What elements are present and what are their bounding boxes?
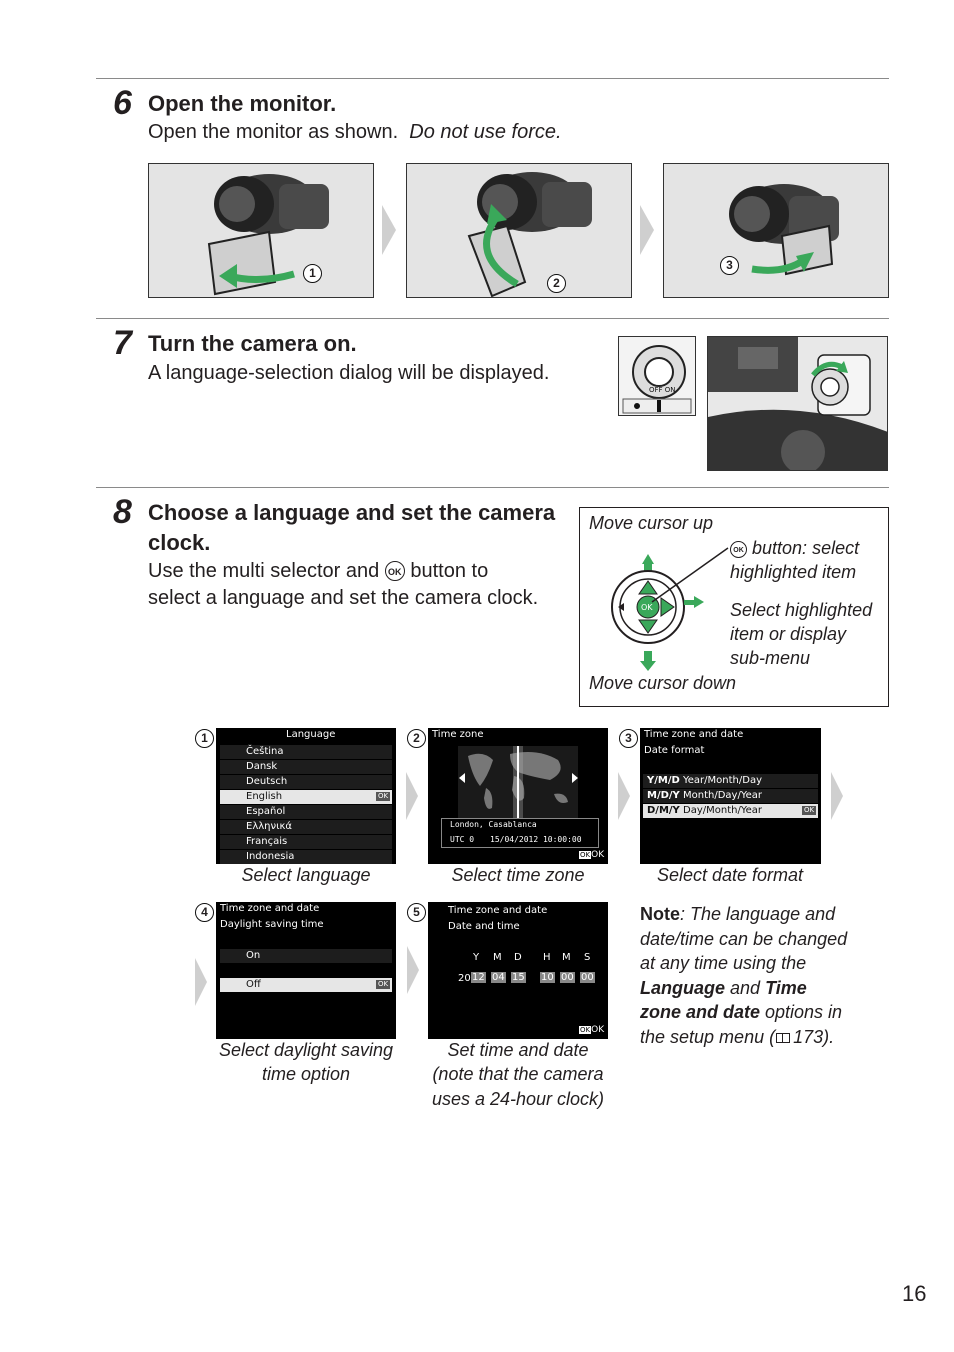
callout-2: 2 (547, 274, 566, 293)
screen1-title: Language (286, 729, 336, 740)
screen4-subtitle: Daylight saving time (220, 919, 324, 930)
screen-language (216, 728, 396, 864)
minute-field: 00 (561, 972, 574, 983)
camera-open-illustration-3 (664, 164, 889, 298)
arrow-right-icon (407, 946, 419, 994)
ok-button-icon: OK (385, 561, 405, 581)
move-cursor-up-label: Move cursor up (589, 513, 714, 533)
screen-date-time (428, 902, 608, 1039)
screen3-caption: Select date format (656, 865, 804, 885)
language-item: Ελληνικά (220, 820, 392, 834)
screen4-caption-1: Select daylight saving (218, 1040, 394, 1060)
screen5-subtitle: Date and time (448, 921, 520, 932)
screen-date-format (640, 728, 821, 864)
col-label-min: M (562, 952, 571, 963)
camera-open-illustration-1 (149, 164, 374, 298)
screen2-caption: Select time zone (451, 865, 585, 885)
screen1-number: 1 (195, 729, 214, 748)
date-format-option: Y/M/D Year/Month/Day (643, 774, 818, 788)
screen-daylight-saving (216, 902, 396, 1039)
step7-number: 7 (113, 324, 132, 362)
arrow-right-icon (831, 772, 843, 820)
col-label-d: D (514, 952, 522, 963)
tz-next-icon (572, 773, 578, 783)
ok-icon: OK (730, 541, 747, 558)
selector-center-label: OK (641, 603, 653, 612)
screen3-number: 3 (619, 729, 638, 748)
col-label-h: H (543, 952, 551, 963)
step6-text-main: Open the monitor as shown. (148, 121, 399, 143)
step8-title-line1: Choose a language and set the camera (148, 500, 556, 525)
day-field: 15 (512, 972, 525, 983)
screen-time-zone (428, 728, 608, 864)
month-field: 04 (492, 972, 505, 983)
note-line-2: date/time can be changed (640, 928, 848, 949)
step8-number: 8 (113, 493, 132, 531)
arrow-right-icon (195, 958, 207, 1006)
camera-top-photo (707, 336, 888, 471)
note-line-4: Language and Time (640, 977, 807, 998)
language-item: Dansk (220, 760, 392, 774)
tz-prev-icon (459, 773, 465, 783)
daylight-option-selected: Off OK (220, 978, 392, 992)
arrow-right-icon (618, 772, 630, 820)
arrow-right-icon (406, 772, 418, 820)
rule-step6 (96, 78, 889, 79)
camera-top-illustration (708, 337, 888, 471)
select-label-3: sub-menu (730, 648, 811, 668)
arrow-right-icon (640, 205, 654, 255)
step6-text (148, 119, 562, 146)
callout-1: 1 (303, 264, 322, 283)
year-prefix: 20 (458, 973, 471, 984)
ok-button-label-2: highlighted item (730, 562, 857, 582)
ok-badge: OK (377, 980, 389, 988)
language-item: Français (220, 835, 392, 849)
ok-badge: OK (377, 792, 389, 800)
language-item: Indonesia (220, 850, 392, 864)
camera-open-illustration-2 (407, 164, 632, 298)
note-label: Note (640, 904, 680, 924)
step7-title: Turn the camera on. (148, 331, 357, 356)
date-format-option-selected: D/M/Y Day/Month/Year OK (643, 804, 818, 818)
svg-text:OFF ON: OFF ON (649, 386, 676, 394)
ok-badge: OK (803, 806, 815, 814)
ok-button-label: OK button: select (730, 536, 859, 560)
language-item: Español (220, 805, 392, 819)
col-label-y: Y (473, 952, 480, 963)
dt-ok: OKOK (580, 1025, 605, 1035)
language-item: Čeština (220, 745, 392, 759)
page-number: 16 (902, 1281, 927, 1306)
move-cursor-down-label: Move cursor down (589, 673, 737, 693)
col-label-s: S (584, 952, 591, 963)
note-line-1: Note: The language and (640, 904, 836, 924)
col-label-m: M (493, 952, 502, 963)
power-switch-illustration (619, 337, 695, 415)
step8-text-line1 (148, 558, 488, 585)
screen3-title: Time zone and date (644, 729, 744, 740)
screen5-caption-2: (note that the camera (432, 1064, 604, 1084)
step6-text-warning: Do not use force. (409, 121, 562, 143)
step8-text-line2: select a language and set the camera clock. (148, 587, 539, 609)
screen2-number: 2 (407, 729, 426, 748)
world-map-icon (458, 746, 578, 818)
screen2-title: Time zone (432, 729, 484, 740)
date-format-option: M/D/Y Month/Day/Year (643, 789, 818, 803)
screen4-number: 4 (195, 903, 214, 922)
daylight-option: On (220, 949, 392, 963)
tz-ok: OKOK (580, 850, 605, 860)
tz-utc: UTC 0 (450, 835, 475, 844)
screen3-subtitle: Date format (644, 745, 705, 756)
step7-text: A language-selection dialog will be displayed. (148, 362, 550, 384)
multi-selector-diagram (579, 507, 889, 707)
arrow-right-icon (382, 205, 396, 255)
book-icon (776, 1033, 790, 1043)
screen4-caption-2: time option (261, 1064, 351, 1084)
note-line-6: the setup menu ( 173). (640, 1026, 835, 1047)
note-line-3: at any time using the (640, 953, 807, 974)
screen5-caption-1: Set time and date (447, 1040, 589, 1060)
screen4-title: Time zone and date (220, 903, 320, 914)
select-label-1: Select highlighted (730, 600, 873, 620)
step6-number: 6 (113, 84, 132, 122)
step8-text-b: button to (410, 560, 489, 582)
step6-title: Open the monitor. (148, 91, 337, 116)
rule-step8 (96, 487, 889, 488)
step8-text-a: Use the multi selector and (148, 560, 380, 582)
screen5-caption-3: uses a 24-hour clock) (431, 1089, 605, 1109)
monitor-photo-1 (148, 163, 374, 298)
note-line-5: zone and date options in (640, 1002, 843, 1023)
callout-3: 3 (720, 256, 739, 275)
hour-field: 10 (541, 972, 554, 983)
power-switch-closeup (618, 336, 696, 416)
screen1-caption: Select language (241, 865, 371, 885)
tz-datetime: 15/04/2012 10:00:00 (490, 835, 582, 844)
language-item: Deutsch (220, 775, 392, 789)
note-block (640, 902, 890, 1050)
screen5-number: 5 (407, 903, 426, 922)
multi-selector-icon (608, 544, 738, 674)
year-field: 12 (472, 972, 485, 983)
language-item-selected: English OK (220, 790, 392, 804)
select-label-2: item or display (730, 624, 847, 644)
monitor-photo-3 (663, 163, 889, 298)
monitor-photo-2 (406, 163, 632, 298)
second-field: 00 (581, 972, 594, 983)
rule-step7 (96, 318, 889, 319)
screen5-title: Time zone and date (448, 905, 548, 916)
step8-title-line2: clock. (148, 530, 211, 555)
tz-city: London, Casablanca (450, 820, 537, 829)
